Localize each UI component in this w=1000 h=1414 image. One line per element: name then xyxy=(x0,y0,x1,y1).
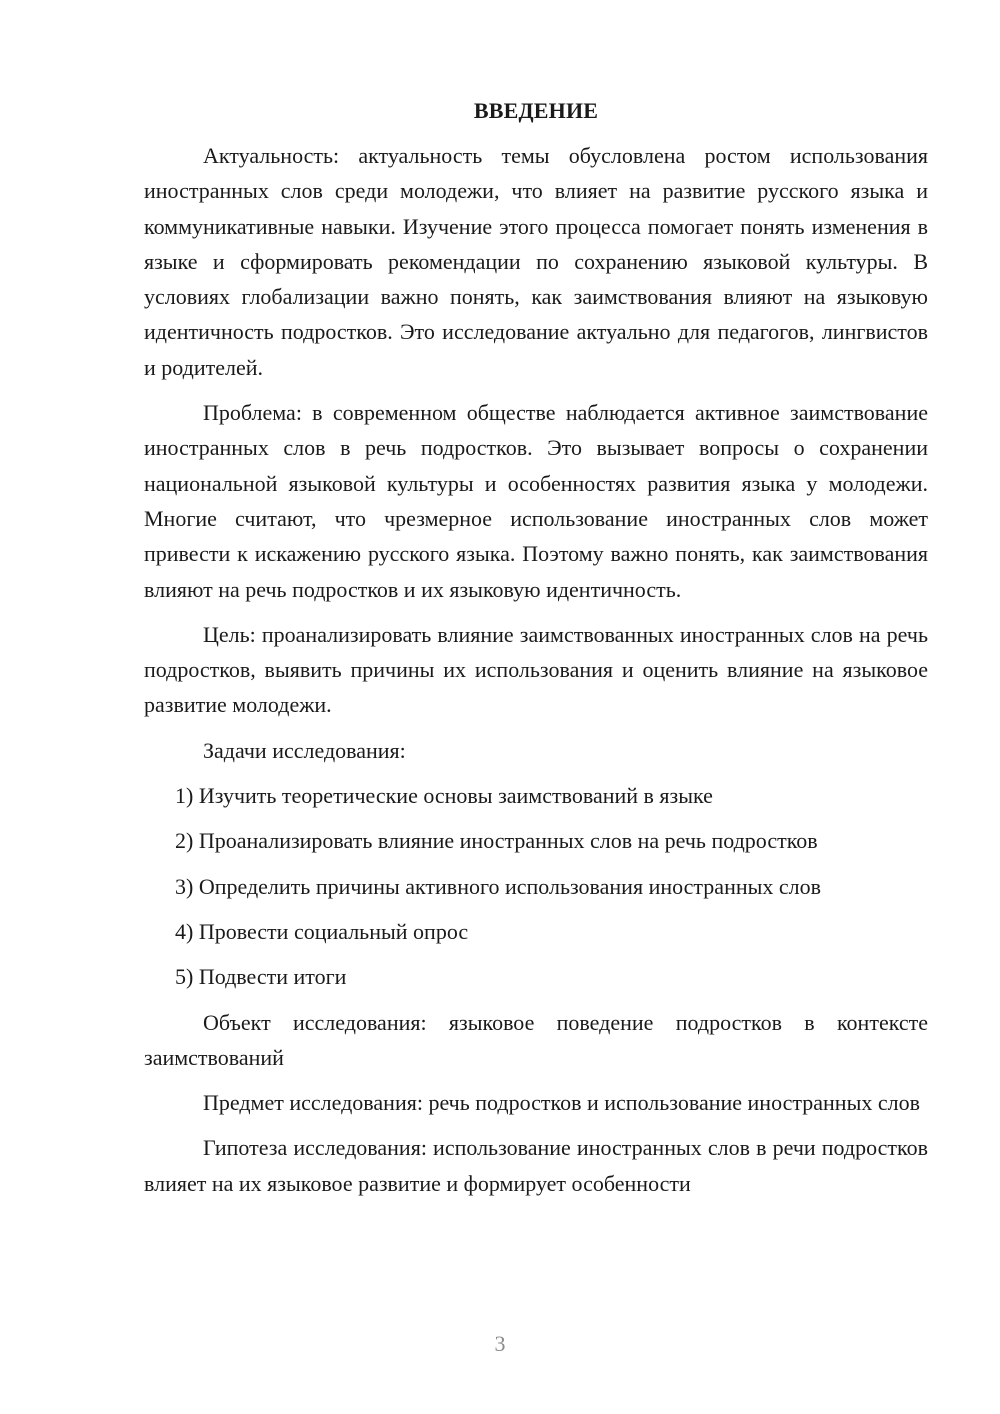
task-item: 4) Провести социальный опрос xyxy=(175,918,469,944)
page-number: 3 xyxy=(494,1331,506,1356)
relevance-paragraph: Актуальность: актуальность темы обусловлена ростом использования иностранных слов среди молодежи, что влияет на развитие русского языка и коммуникативные навыки. Изучение этого процесса помогает понять изменения в языке и сформировать рекомендации по сохранению языковой культуры. В условиях глобализации важно понять, как заимствования влияют на языковую идентичность подростков. Это исследование актуально для педагогов, лингвистов и родителей. xyxy=(144,143,928,380)
tasks-heading: Задачи исследования: xyxy=(203,737,406,763)
object-paragraph: Объект исследования: языковое поведение подростков в контексте заимствований xyxy=(144,1009,928,1070)
tasks-list xyxy=(144,778,928,994)
goal-paragraph: Цель: проанализировать влияние заимствованных иностранных слов на речь подростков, выявить причины их использования и оценить влияние на языковое развитие молодежи. xyxy=(144,621,928,718)
task-item: 5) Подвести итоги xyxy=(175,964,347,990)
section-title: ВВЕДЕНИЕ xyxy=(473,98,599,123)
page-content xyxy=(144,96,928,1211)
task-item: 3) Определить причины активного использования иностранных слов xyxy=(175,873,822,899)
subject-paragraph: Предмет исследования: речь подростков и использование иностранных слов xyxy=(203,1090,920,1116)
problem-paragraph: Проблема: в современном обществе наблюдается активное заимствование иностранных слов в речь подростков. Это вызывает вопросы о сохранении национальной языковой культуры и особенностях развития языка у молодежи. Многие считают, что чрезмерное использование иностранных слов может привести к искажению русского языка. Поэтому важно понять, как заимствования влияют на речь подростков и их языковую идентичность. xyxy=(144,400,928,602)
task-item: 1) Изучить теоретические основы заимствований в языке xyxy=(175,783,713,809)
hypothesis-paragraph: Гипотеза исследования: использование иностранных слов в речи подростков влияет на их языковое развитие и формирует особенности xyxy=(144,1135,928,1196)
task-item: 2) Проанализировать влияние иностранных слов на речь подростков xyxy=(175,828,818,854)
